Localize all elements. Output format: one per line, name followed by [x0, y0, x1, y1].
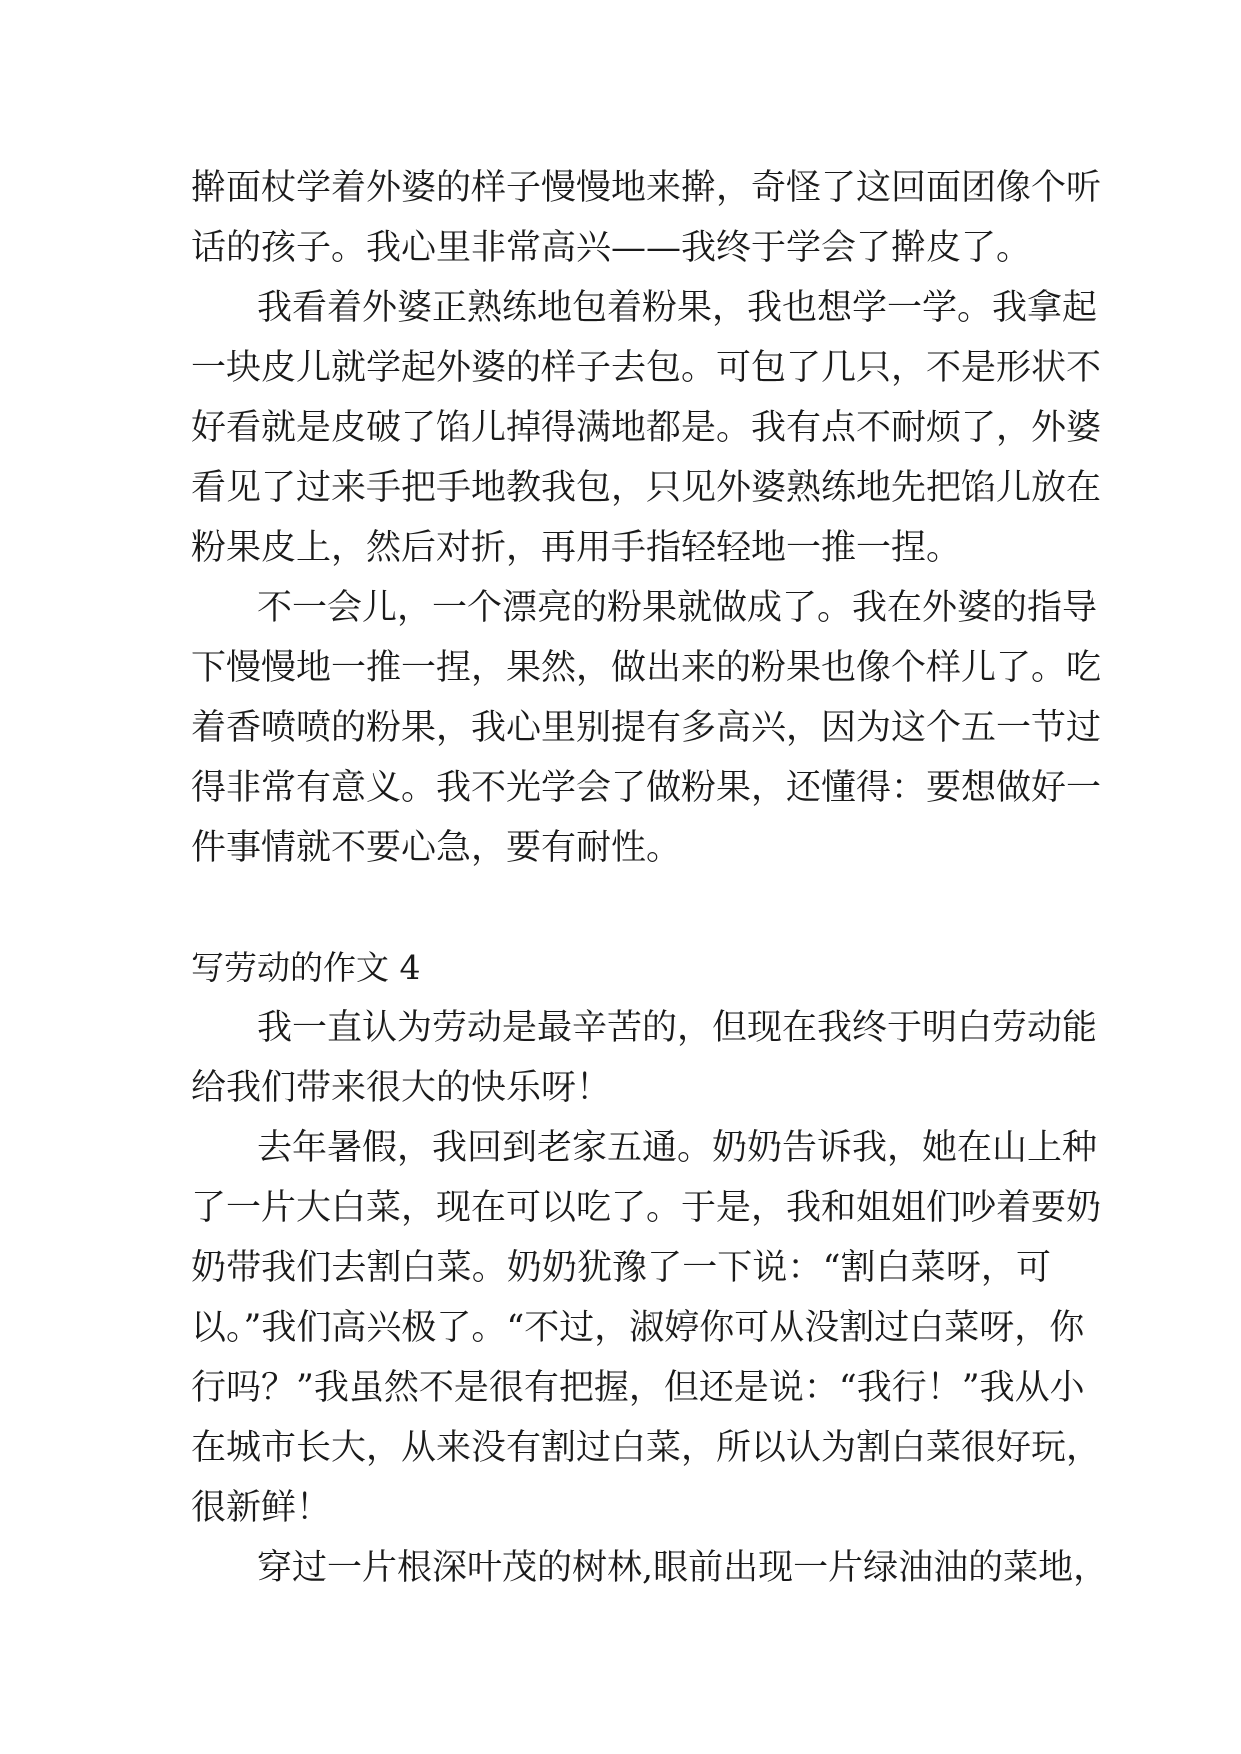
- paragraph-line: 话的孩子。我心里非常高兴——我终于学会了擀皮了。: [191, 228, 1032, 268]
- paragraph-line: 去年暑假，我回到老家五通。奶奶告诉我，她在山上种: [257, 1128, 1098, 1168]
- section-gap: [191, 878, 1051, 938]
- paragraph-line: 了一片大白菜，现在可以吃了。于是，我和姐姐们吵着要奶: [191, 1188, 1102, 1228]
- paragraph-line: 件事情就不要心急，要有耐性。: [191, 828, 682, 868]
- paragraph-line: 擀面杖学着外婆的样子慢慢地来擀，奇怪了这回面团像个听: [191, 168, 1102, 208]
- essay-text: [191, 158, 1109, 1598]
- paragraph-line: 不一会儿，一个漂亮的粉果就做成了。我在外婆的指导: [257, 588, 1098, 628]
- paragraph-line: 得非常有意义。我不光学会了做粉果，还懂得：要想做好一: [191, 768, 1102, 808]
- paragraph-line: 给我们带来很大的快乐呀！: [191, 1068, 612, 1108]
- paragraph-line: 好看就是皮破了馅儿掉得满地都是。我有点不耐烦了，外婆: [191, 408, 1102, 448]
- paragraph-line: 我看着外婆正熟练地包着粉果，我也想学一学。我拿起: [257, 288, 1098, 328]
- paragraph-line: 着香喷喷的粉果，我心里别提有多高兴，因为这个五一节过: [191, 708, 1102, 748]
- paragraph-line: 在城市长大，从来没有割过白菜，所以认为割白菜很好玩，: [191, 1428, 1102, 1468]
- section-heading: 写劳动的作文 4: [191, 948, 421, 987]
- paragraph-line: 奶带我们去割白菜。奶奶犹豫了一下说：“割白菜呀，可: [191, 1248, 1051, 1288]
- paragraph-line: 行吗？”我虽然不是很有把握，但还是说：“我行！”我从小: [191, 1368, 1085, 1408]
- paragraph-line: 一块皮儿就学起外婆的样子去包。可包了几只，不是形状不: [191, 348, 1102, 388]
- paragraph-line: 下慢慢地一推一捏，果然，做出来的粉果也像个样儿了。吃: [191, 648, 1102, 688]
- paragraph-line: 看见了过来手把手地教我包，只见外婆熟练地先把馅儿放在: [191, 468, 1102, 508]
- paragraph-line: 粉果皮上，然后对折，再用手指轻轻地一推一捏。: [191, 528, 962, 568]
- paragraph-line: 很新鲜！: [191, 1488, 332, 1528]
- paragraph-line: 以。”我们高兴极了。“不过，淑婷你可从没割过白菜呀，你: [191, 1308, 1085, 1348]
- paragraph-line: 穿过一片根深叶茂的树林,眼前出现一片绿油油的菜地，: [257, 1548, 1109, 1588]
- paragraph-line: 我一直认为劳动是最辛苦的，但现在我终于明白劳动能: [257, 1008, 1098, 1048]
